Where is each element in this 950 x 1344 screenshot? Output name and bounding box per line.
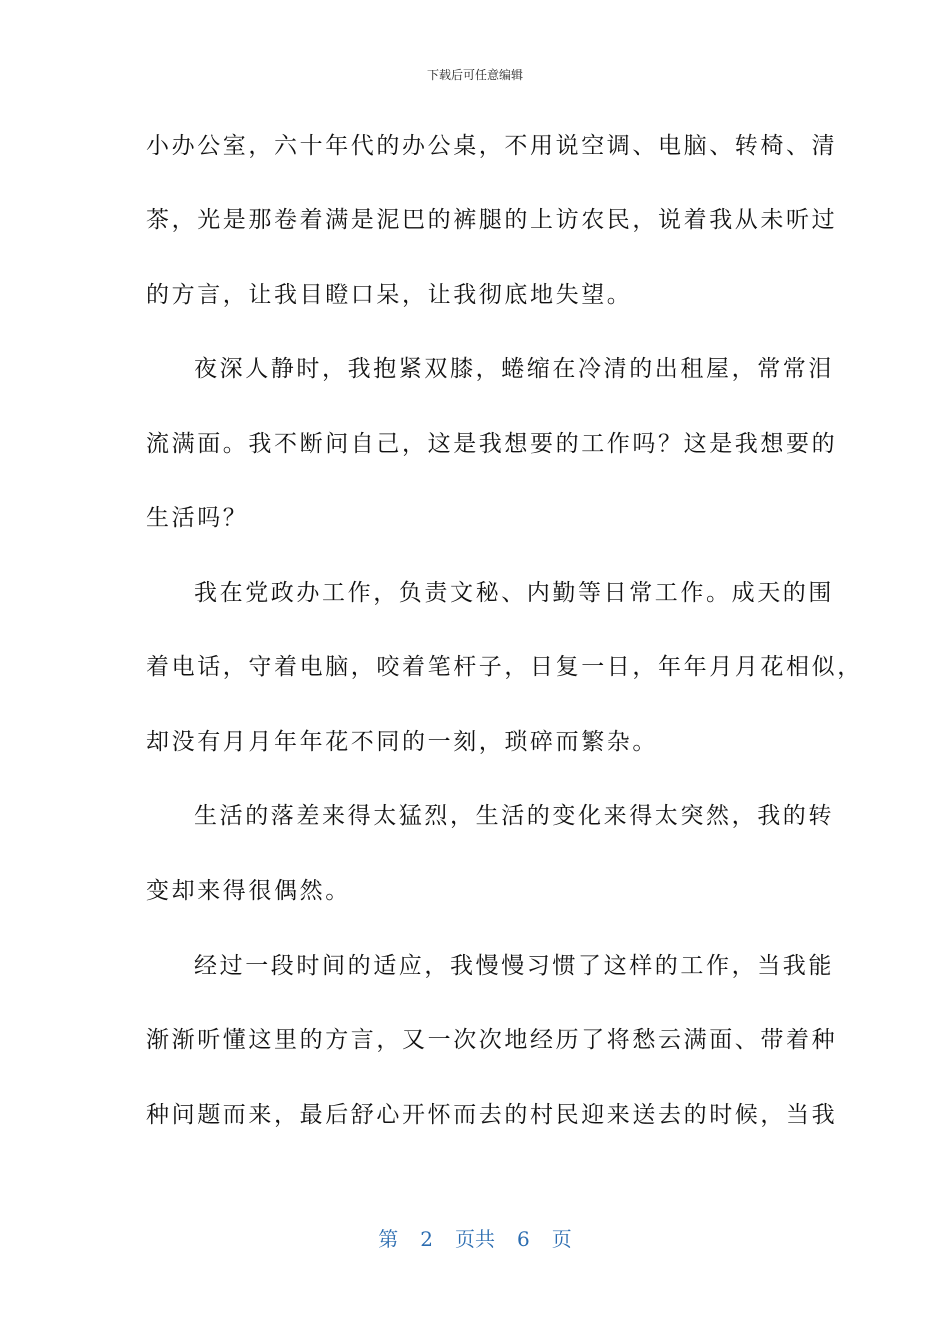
text-line: 的方言，让我目瞪口呆，让我彻底地失望。 bbox=[146, 282, 633, 308]
paragraph-first-line: 夜深人静时，我抱紧双膝，蜷缩在冷清的出租屋，常常泪 bbox=[194, 356, 834, 382]
paragraph-first-line: 经过一段时间的适应，我慢慢习惯了这样的工作，当我能 bbox=[194, 953, 834, 979]
page-header-note: 下载后可任意编辑 bbox=[426, 68, 523, 82]
text-line: 却没有月月年年花不同的一刻，琐碎而繁杂。 bbox=[146, 729, 658, 755]
footer-suffix: 页 bbox=[551, 1227, 572, 1251]
paragraph-first-line: 生活的落差来得太猛烈，生活的变化来得太突然，我的转 bbox=[194, 803, 834, 829]
text-line: 茶，光是那卷着满是泥巴的裤腿的上访农民，说着我从未听过 bbox=[146, 207, 838, 233]
text-line: 变却来得很偶然。 bbox=[146, 878, 351, 904]
footer-middle: 页共 bbox=[455, 1227, 495, 1251]
paragraph-first-line: 我在党政办工作，负责文秘、内勤等日常工作。成天的围 bbox=[194, 580, 834, 606]
text-line: 流满面。我不断问自己，这是我想要的工作吗？这是我想要的 bbox=[146, 431, 838, 457]
text-line: 着电话，守着电脑，咬着笔杆子，日复一日，年年月月花相似， bbox=[146, 654, 863, 680]
text-line: 渐渐听懂这里的方言，又一次次地经历了将愁云满面、带着种 bbox=[146, 1027, 838, 1053]
footer-total-pages: 6 bbox=[517, 1227, 530, 1251]
footer-current-page: 2 bbox=[420, 1227, 433, 1251]
text-line: 生活吗？ bbox=[146, 505, 249, 531]
page-footer bbox=[0, 1226, 950, 1252]
text-line: 小办公室，六十年代的办公桌，不用说空调、电脑、转椅、清 bbox=[146, 133, 838, 159]
text-line: 种问题而来，最后舒心开怀而去的村民迎来送去的时候，当我 bbox=[146, 1102, 838, 1128]
footer-prefix: 第 bbox=[378, 1227, 399, 1251]
